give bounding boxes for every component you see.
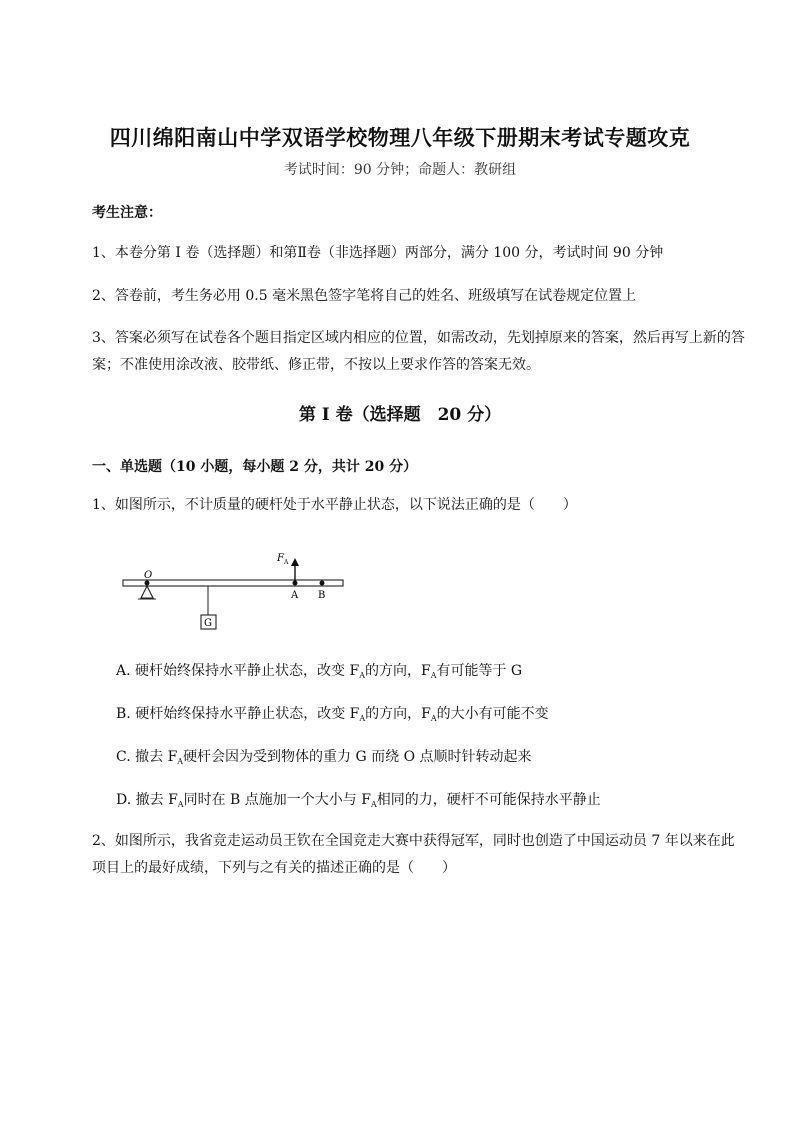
fulcrum bbox=[141, 586, 153, 598]
option-b[interactable]: B. 硬杆始终保持水平静止状态，改变 $F_A$的方向，$F_A$的大小有可能不变 bbox=[116, 706, 549, 723]
notice-heading: 考生注意： bbox=[92, 205, 162, 221]
exam-subtitle: 考试时间：90 分钟；命题人：教研组 bbox=[283, 162, 517, 178]
label-g: G bbox=[204, 618, 212, 629]
lever-rod bbox=[123, 580, 343, 586]
part-heading: 一、单选题（10 小题，每小题 2 分，共计 20 分） bbox=[92, 459, 418, 475]
section-title: 第 I 卷（选择题 20 分） bbox=[298, 405, 502, 425]
notice-item-2: 2、答卷前，考生务必用 0.5 毫米黑色签字笔将自己的姓名、班级填写在试卷规定位置上 bbox=[92, 288, 637, 304]
point-o bbox=[145, 581, 150, 586]
option-d[interactable]: D. 撤去 $F_A$同时在 B 点施加一个大小与 $F_A$相同的力，硬杆不可能保持水平静止 bbox=[116, 792, 601, 809]
notice-item-3: 3、答案必须写在试卷各个题目指定区域内相应的位置，如需改动，先划掉原来的答案，然后再写上新的答案；不准使用涂改液、胶带纸、修正带，不按以上要求作答的答案无效。 bbox=[92, 330, 745, 373]
label-a: A bbox=[291, 590, 299, 601]
exam-title: 四川绵阳南山中学双语学校物理八年级下册期末考试专题攻克 bbox=[109, 125, 691, 150]
notice-item-1: 1、本卷分第 I 卷（选择题）和第Ⅱ卷（非选择题）两部分，满分 100 分，考试时间 90 分钟 bbox=[92, 245, 664, 261]
label-b: B bbox=[318, 590, 326, 601]
lever-figure bbox=[110, 540, 360, 640]
label-o: O bbox=[144, 570, 153, 581]
option-c[interactable]: C. 撤去 $F_A$硬杆会因为受到物体的重力 G 而绕 O 点顺时针转动起来 bbox=[116, 749, 532, 766]
label-f-sub: A bbox=[284, 559, 289, 566]
question-1-stem: 1、如图所示，不计质量的硬杆处于水平静止状态，以下说法正确的是（ ） bbox=[92, 497, 577, 513]
option-a[interactable]: A. 硬杆始终保持水平静止状态，改变 $F_A$的方向，$F_A$有可能等于 G bbox=[116, 663, 523, 680]
force-arrow-head bbox=[291, 558, 299, 566]
point-a bbox=[293, 581, 298, 586]
point-b bbox=[320, 581, 325, 586]
question-2-stem: 2、如图所示，我省竞走运动员王钦在全国竞走大赛中获得冠军，同时也创造了中国运动员 7 年以来在此项目上的最好成绩，下列与之有关的描述正确的是（ ） bbox=[92, 833, 735, 876]
label-f: F bbox=[277, 553, 284, 564]
